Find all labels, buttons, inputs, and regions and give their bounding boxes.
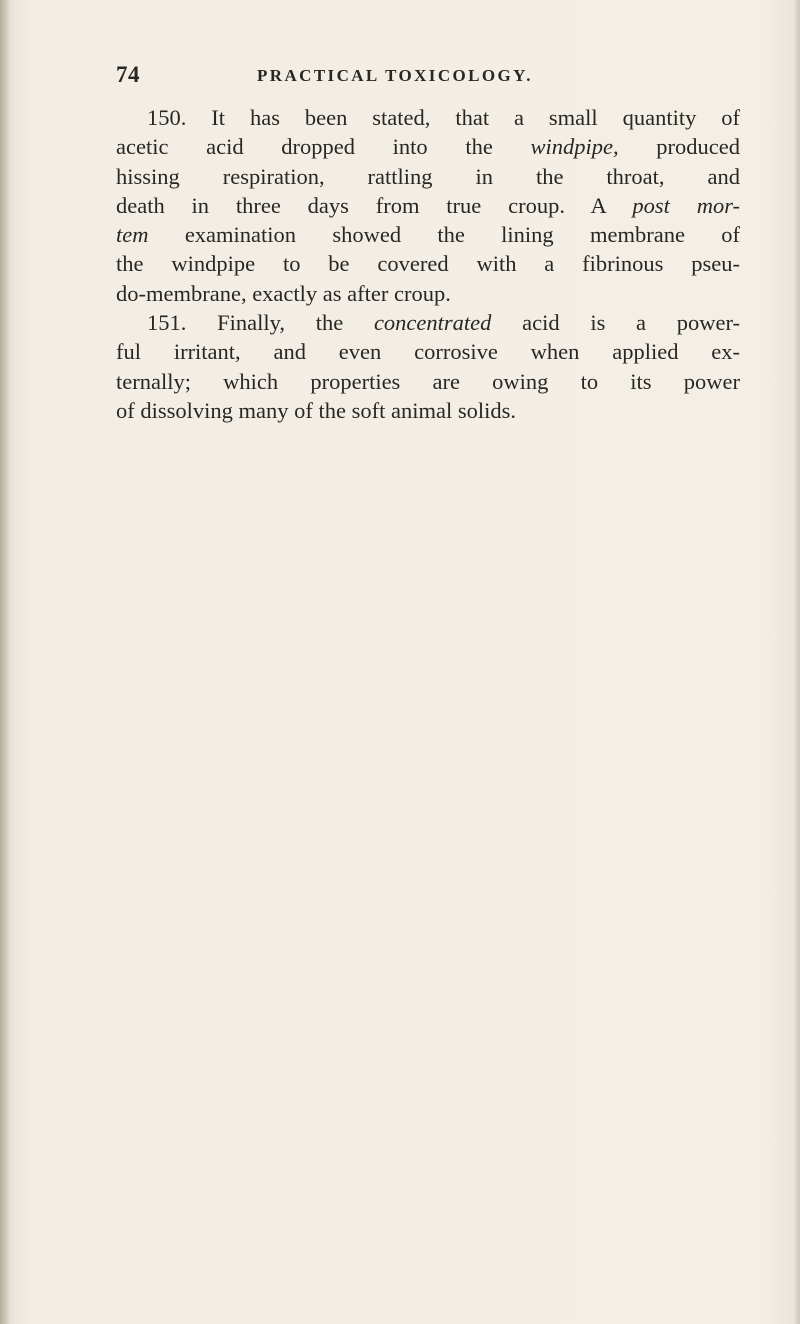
text-run: produced bbox=[656, 134, 740, 160]
text-line bbox=[116, 103, 740, 132]
text-line bbox=[116, 396, 740, 425]
body-text bbox=[116, 103, 740, 425]
text-run: death in three days from true croup. A bbox=[116, 192, 606, 218]
text-run: hissing respiration, rattling in the throat, and bbox=[116, 163, 740, 189]
text-line bbox=[116, 162, 740, 191]
page-right-edge bbox=[794, 0, 800, 1324]
text-line bbox=[116, 308, 740, 337]
text-run: do-membrane, exactly as after croup. bbox=[116, 280, 451, 306]
text-line bbox=[116, 220, 740, 249]
text-run: the windpipe to be covered with a fibrinous pseu- bbox=[116, 251, 740, 277]
text-line bbox=[116, 249, 740, 278]
text-line bbox=[116, 337, 740, 366]
text-line bbox=[116, 367, 740, 396]
text-run: acid is a power- bbox=[522, 310, 741, 336]
text-run: acetic acid dropped into the bbox=[116, 134, 493, 160]
page-binding-edge bbox=[0, 0, 10, 1324]
text-run: of dissolving many of the soft animal solids. bbox=[116, 397, 516, 423]
italic-term: post mor- bbox=[632, 192, 741, 218]
italic-term: windpipe, bbox=[530, 134, 619, 160]
page-number: 74 bbox=[116, 62, 140, 87]
italic-term: tem bbox=[116, 222, 149, 248]
paragraph-151 bbox=[116, 308, 740, 425]
running-title: PRACTICAL TOXICOLOGY. bbox=[257, 66, 533, 85]
text-line bbox=[116, 132, 740, 161]
text-run: ful irritant, and even corrosive when applied ex- bbox=[116, 339, 740, 365]
text-line bbox=[116, 279, 740, 308]
paragraph-150 bbox=[116, 103, 740, 308]
text-run: 151. Finally, the bbox=[147, 310, 344, 336]
text-line bbox=[116, 191, 740, 220]
italic-term: concentrated bbox=[373, 310, 492, 336]
text-run: examination showed the lining membrane of bbox=[184, 222, 740, 248]
text-run: ternally; which properties are owing to its power bbox=[116, 368, 740, 394]
text-run: 150. It has been stated, that a small quantity of bbox=[147, 105, 740, 130]
running-header bbox=[116, 60, 596, 90]
